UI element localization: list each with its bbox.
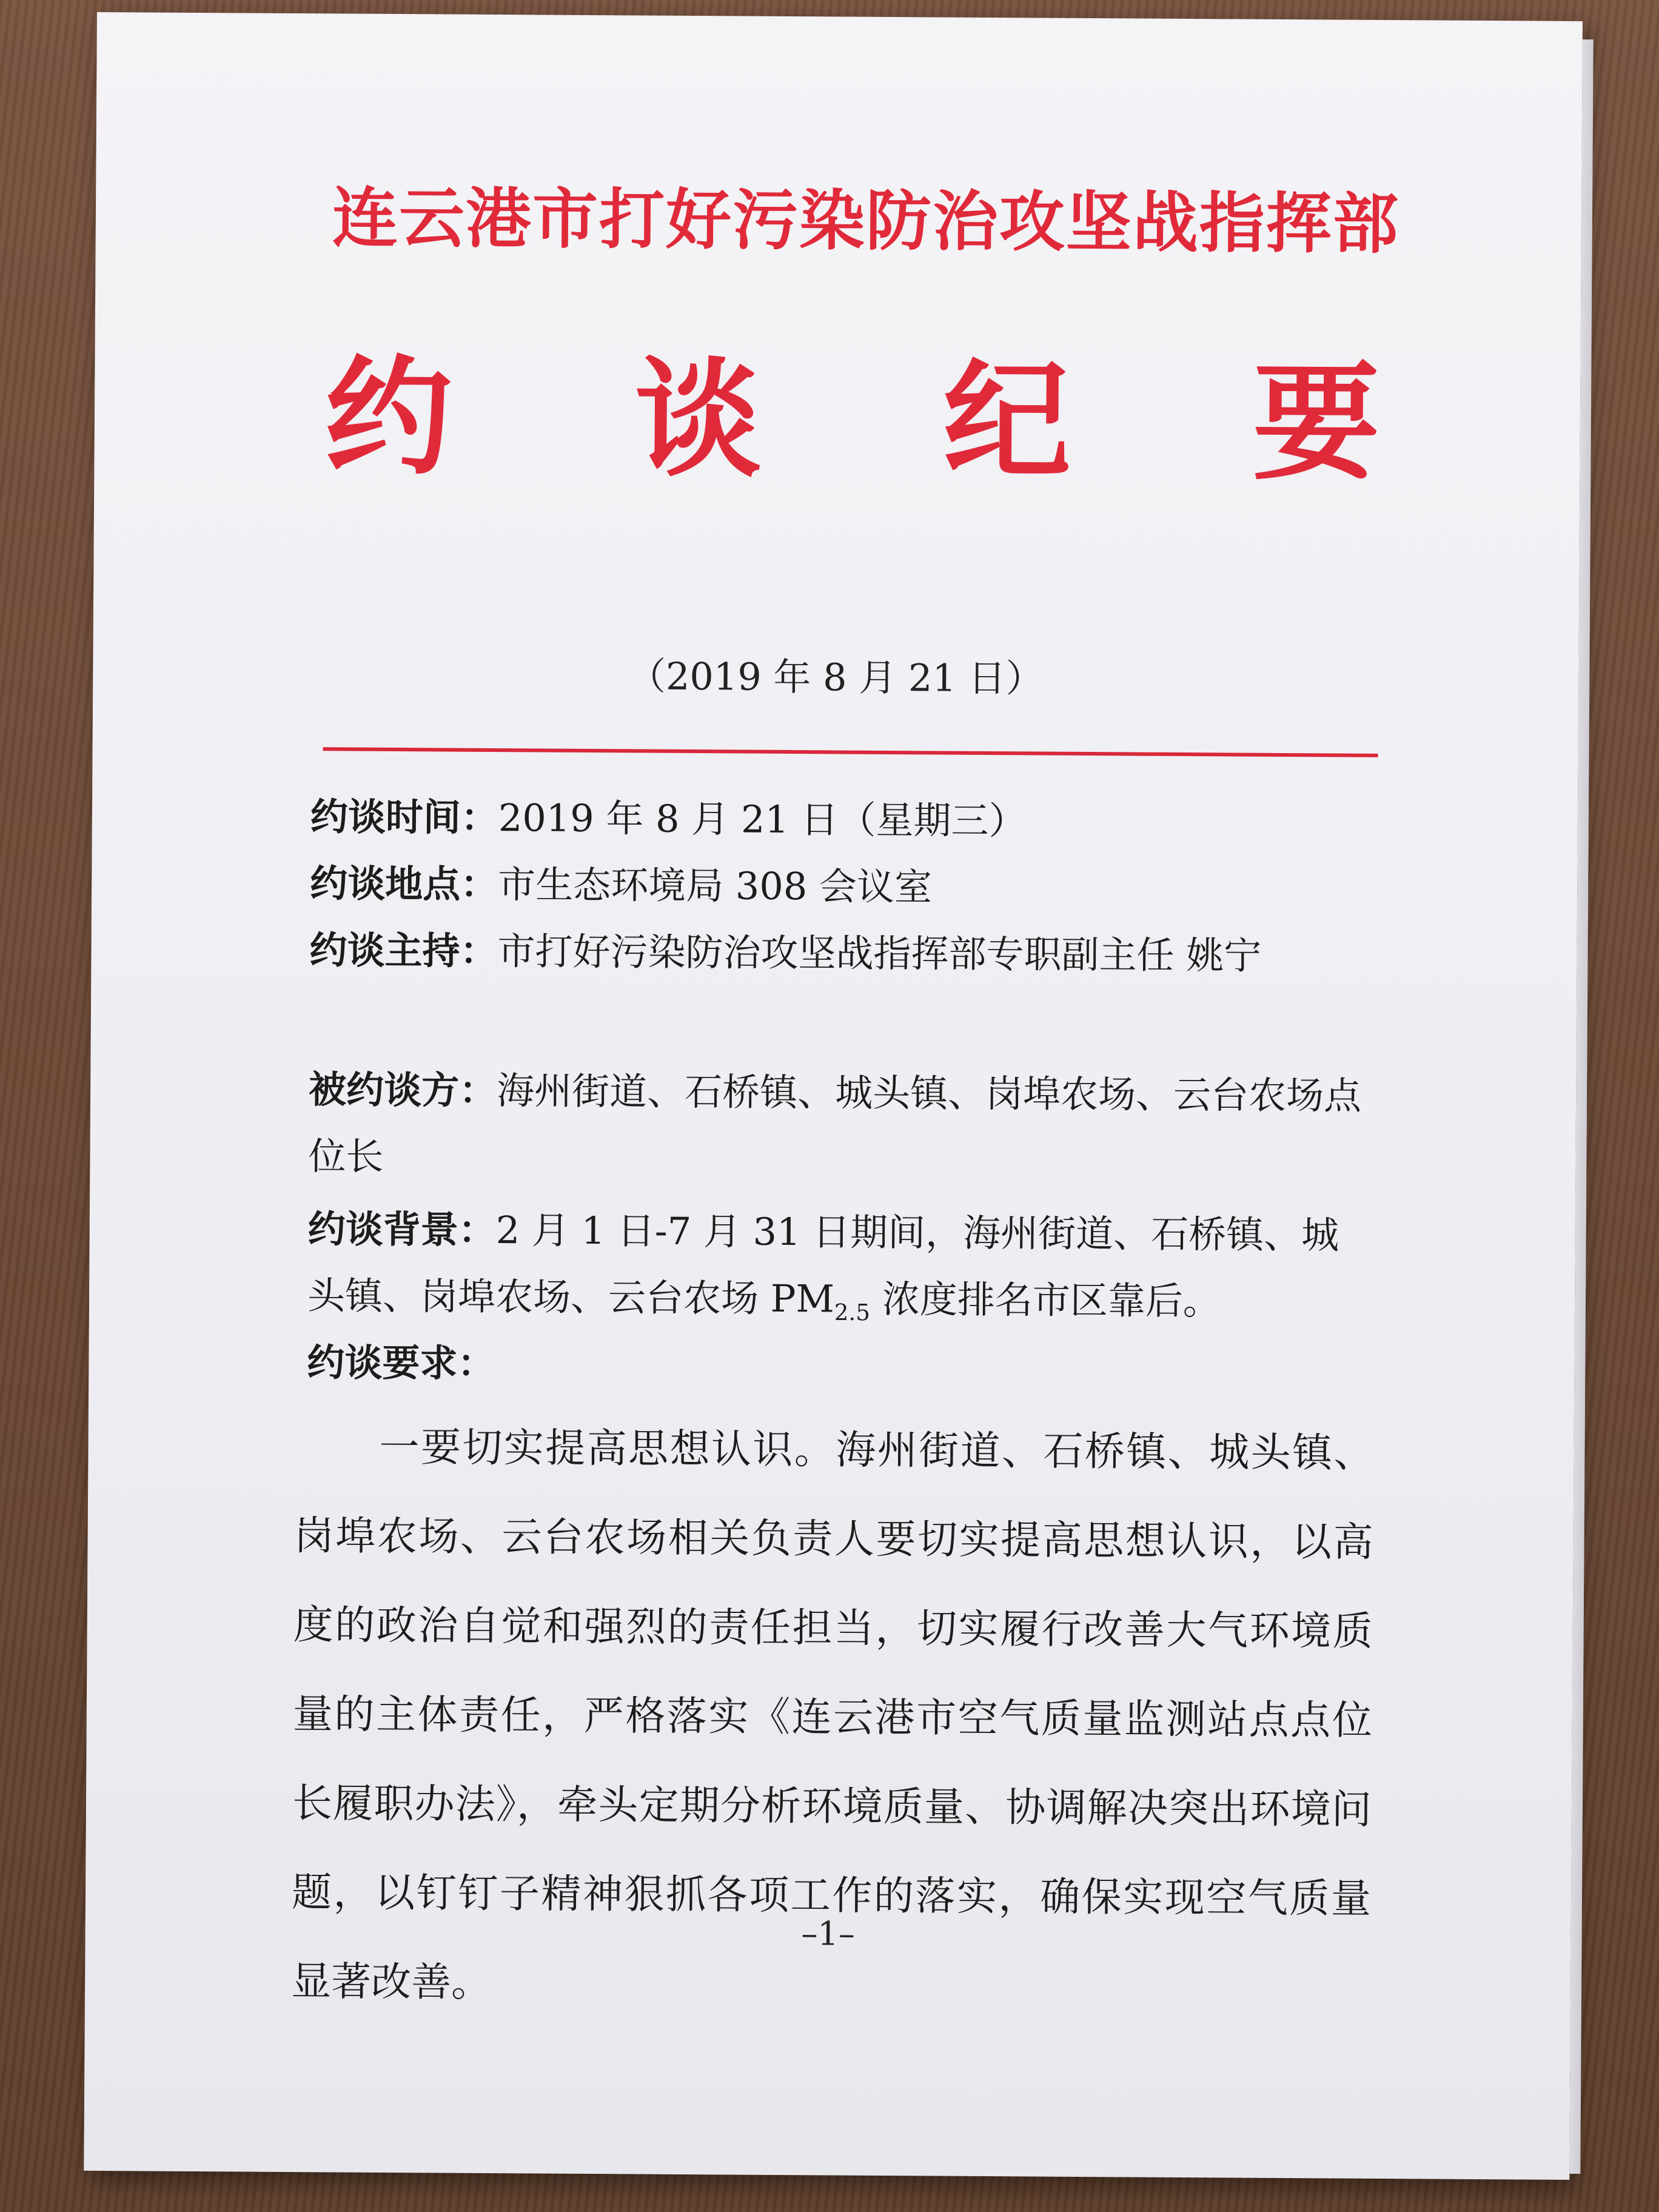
document-page [84,12,1583,2180]
field-background-value-end: 浓度排名市区靠后。 [870,1276,1221,1324]
field-requirement [307,1329,1375,1403]
field-time [310,783,1378,857]
field-host [309,917,1377,990]
document-type-title [324,341,1381,498]
header-divider [323,747,1378,757]
issuing-organization: 连云港市打好污染防治攻坚战指挥部 [332,180,1400,263]
title-char-2: 谈 [634,343,762,494]
field-requirement-label: 约谈要求： [307,1340,495,1386]
field-party-label: 被约谈方： [308,1067,497,1113]
title-char-3: 纪 [943,345,1071,496]
pm-subscript: 2.5 [834,1298,871,1326]
field-background-label: 约谈背景： [307,1207,496,1253]
paper-edge [1569,39,1594,2174]
field-place-label: 约谈地点： [310,861,498,907]
field-party [308,1056,1376,1196]
field-background-value: 2 月 1 日-7 月 31 日期间，海州街道、石桥镇、城头镇、岗埠农场、云台农场 PM [307,1208,1339,1321]
title-char-1: 约 [324,341,453,492]
field-background [307,1196,1375,1349]
field-time-value: 2019 年 8 月 21 日（星期三） [498,796,1027,843]
field-host-value: 市打好污染防治攻坚战指挥部专职副主任 姚宁 [497,929,1262,978]
field-place [310,850,1378,923]
title-char-4: 要 [1252,347,1381,498]
field-time-label: 约谈时间： [310,794,499,840]
field-party-value: 海州街道、石桥镇、城头镇、岗埠农场、云台农场点位长 [308,1068,1362,1179]
page-number: –1– [801,1914,856,1953]
field-host-label: 约谈主持： [309,928,498,974]
body-paragraph: 一要切实提高思想认识。海州街道、石桥镇、城头镇、岗埠农场、云台农场相关负责人要切实提高思想认识，以高度的政治自觉和强烈的责任担当，切实履行改善大气环境质量的主体责任，严格落实《连云港市空气质量监测站点点位长履职办法》，牵头定期分析环境质量、协调解决突出环境问题，以钉钉子精神狠抓各项工作的落实，确保实现空气质量显著改善。 [290,1423,1374,2006]
document-date: （2019 年 8 月 21 日） [628,654,1044,701]
field-place-value: 市生态环境局 308 会议室 [498,862,933,910]
